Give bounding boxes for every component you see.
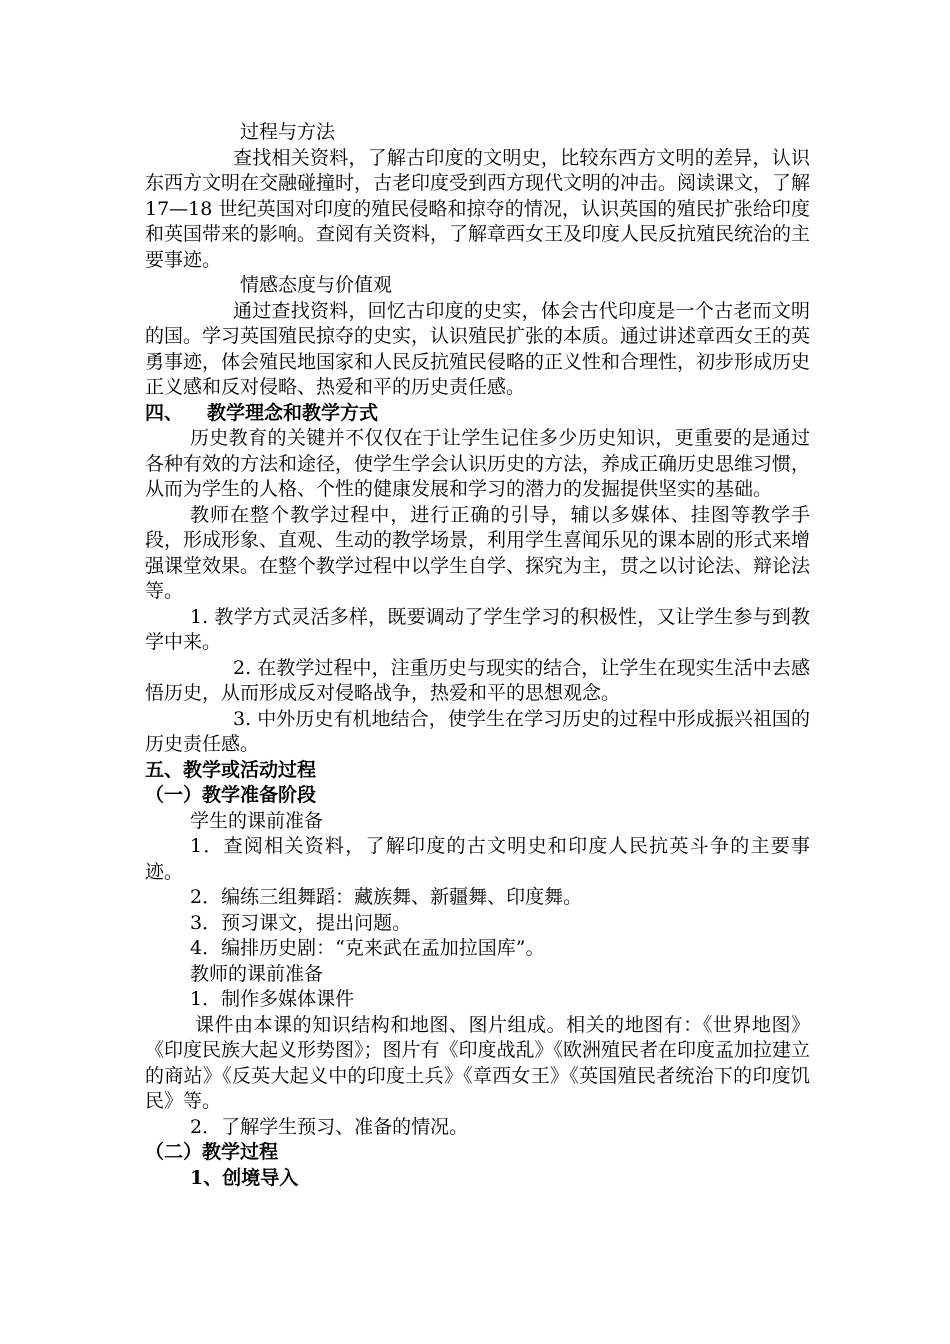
philosophy-paragraph-2: 教师在整个教学过程中，进行正确的引导，辅以多媒体、挂图等教学手段，形成形象、直观、生动的教学场景，利用学生喜闻乐见的课本剧的形式来增强课堂效果。在整个教学过程中以学生自学、探究为主，贯之以讨论法、辩论法等。	[145, 503, 811, 602]
student-prep-item-1: 1．查阅相关资料，了解印度的古文明史和印度人民抗英斗争的主要事迹。	[145, 835, 810, 883]
process-step-1: 1、创境导入	[190, 1166, 299, 1189]
student-prep-item-2: 2．编练三组舞蹈：藏族舞、新疆舞、印度舞。	[190, 886, 583, 908]
heading4-number: 四、	[145, 401, 184, 424]
subsection-prep: （一）教学准备阶段	[145, 784, 317, 806]
subsection-process: （二）教学过程	[145, 1141, 279, 1163]
goal-process-text: 查找相关资料，了解古印度的文明史，比较东西方文明的差异，认识东西方文明在交融碰撞时，古老印度受到西方现代文明的冲击。阅读课文，了解 17—18 世纪英国对印度的殖民侵略和掠夺的情况，认识英国的殖民扩张给印度和英国带来的影响。查阅有关资料，了解章西女王及印度人民反抗殖民统治的主要事迹。	[145, 146, 811, 271]
document-page	[145, 120, 810, 1191]
section-heading-4	[145, 401, 810, 427]
philosophy-paragraph-1: 历史教育的关键并不仅仅在于让学生记住多少历史知识，更重要的是通过各种有效的方法和途径，使学生学会认识历史的方法，养成正确历史思维习惯，从而为学生的人格、个性的健康发展和学习的潜力的发掘提供坚实的基础。	[145, 427, 811, 500]
philosophy-item-1: 1. 教学方式灵活多样，既要调动了学生学习的积极性，又让学生参与到教学中来。	[145, 605, 810, 653]
teacher-prep-item-1-text: 课件由本课的知识结构和地图、图片组成。相关的地图有：《世界地图》《印度民族大起义形势图》；图片有《印度战乱》《欧洲殖民者在印度孟加拉建立的商站》《反英大起义中的印度土兵》《章西女王》《英国殖民者统治下的印度饥民》等。	[145, 1013, 811, 1112]
student-prep-title: 学生的课前准备	[190, 809, 324, 832]
teacher-prep-item-2: 2．了解学生预习、准备的情况。	[190, 1115, 469, 1138]
teacher-prep-title: 教师的课前准备	[190, 962, 324, 985]
student-prep-item-3: 3．预习课文，提出问题。	[190, 911, 412, 934]
goal-process-title: 过程与方法	[240, 121, 336, 143]
section-heading-5: 五、教学或活动过程	[145, 758, 317, 781]
goal-emotion-title: 情感态度与价值观	[240, 274, 393, 296]
philosophy-item-2: 2. 在教学过程中，注重历史与现实的结合，让学生在现实生活中去感悟历史，从而形成反对侵略战争，热爱和平的思想观念。	[145, 656, 810, 704]
heading4-text: 教学理念和教学方式	[207, 401, 379, 424]
student-prep-item-4: 4．编排历史剧：“克来武在孟加拉国库”。	[190, 937, 545, 959]
teacher-prep-item-1: 1．制作多媒体课件	[190, 988, 355, 1010]
philosophy-item-3: 3. 中外历史有机地结合，使学生在学习历史的过程中形成振兴祖国的历史责任感。	[145, 707, 810, 755]
goal-emotion-text: 通过查找资料，回忆古印度的史实，体会古代印度是一个古老而文明的国。学习英国殖民掠夺的史实，认识殖民扩张的本质。通过讲述章西女王的英勇事迹，体会殖民地国家和人民反抗殖民侵略的正义性和合理性，初步形成历史正义感和反对侵略、热爱和平的历史责任感。	[145, 299, 811, 398]
